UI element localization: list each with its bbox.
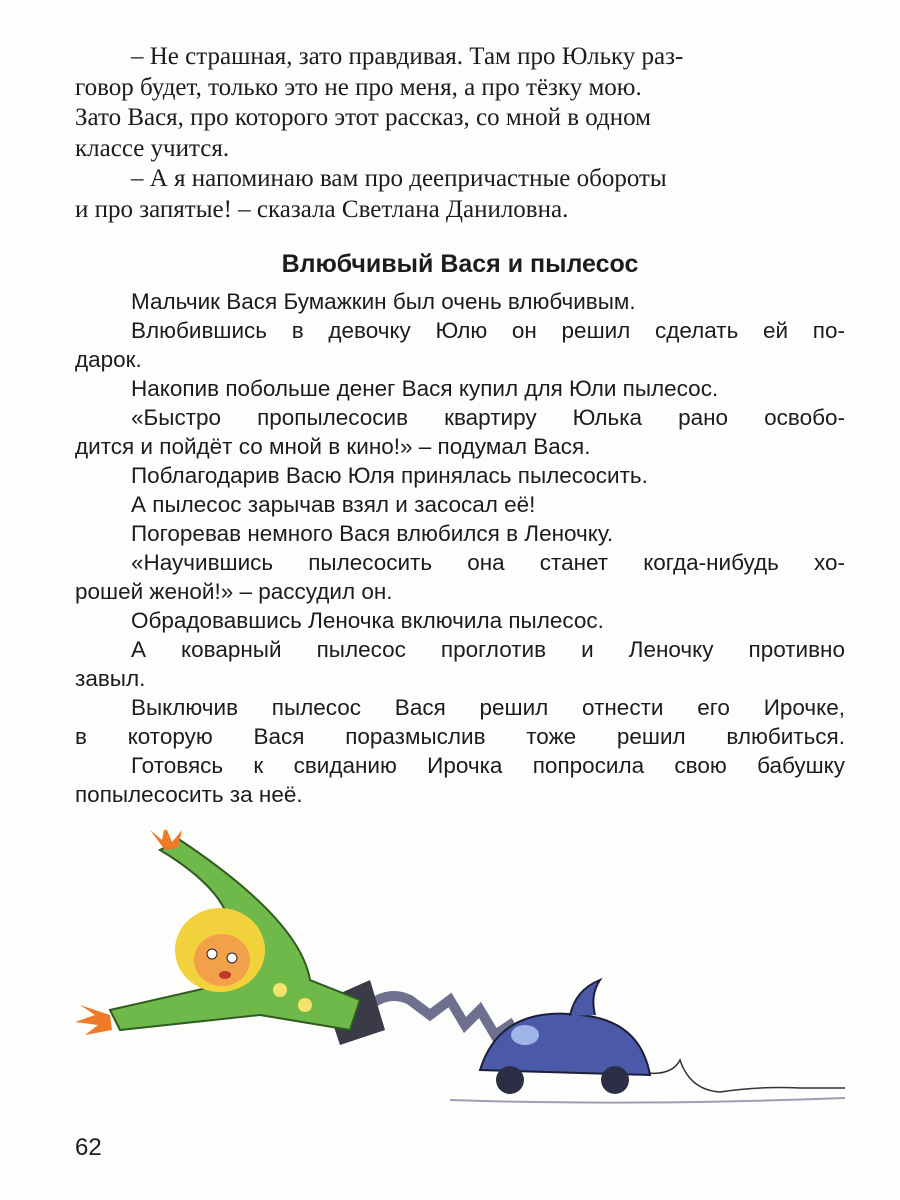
- girl-sucked-into-vacuum-illustration: [70, 830, 860, 1130]
- vacuum-wheel-front: [496, 1066, 524, 1094]
- story-title: Влюбчивый Вася и пылесос: [281, 250, 639, 278]
- story-line: Мальчик Вася Бумажкин был очень влюбчивым.: [131, 289, 636, 314]
- floor-line: [450, 1098, 845, 1103]
- story-line: «Быстро пропылесосив квартиру Юлька рано освобо-: [131, 405, 845, 430]
- outstretched-hand: [75, 1005, 112, 1035]
- story-line: попылесосить за неё.: [75, 782, 303, 807]
- girl-eye: [207, 949, 217, 959]
- story-line: дится и пойдёт со мной в кино!» – подумал Вася.: [75, 434, 591, 459]
- dress-flower: [298, 998, 312, 1012]
- story-line: рошей женой!» – рассудил он.: [75, 579, 393, 604]
- text-line: – Не страшная, зато правдивая. Там про Юльку раз-: [131, 43, 684, 70]
- story-line: Поблагодарив Васю Юля принялась пылесосить.: [131, 463, 648, 488]
- story-line: в которую Вася поразмыслив тоже решил влюбиться.: [75, 724, 845, 749]
- story-line: Выключив пылесос Вася решил отнести его Ирочке,: [131, 695, 845, 720]
- text-line: Зато Вася, про которого этот рассказ, со мной в одном: [75, 104, 651, 131]
- story-line: А коварный пылесос проглотив и Леночку противно: [131, 637, 845, 662]
- text-line: – А я напоминаю вам про деепричастные обороты: [131, 165, 667, 192]
- vacuum-handle: [570, 980, 600, 1016]
- story-body: [75, 287, 845, 809]
- girl-mouth: [219, 971, 231, 979]
- vacuum-wheel-back: [601, 1066, 629, 1094]
- dialogue-intro: [75, 42, 845, 225]
- story-line: завыл.: [75, 666, 146, 691]
- story-line: Накопив побольше денег Вася купил для Юли пылесос.: [131, 376, 719, 401]
- story-line: Обрадовавшись Леночка включила пылесос.: [131, 608, 604, 633]
- story-line: А пылесос зарычав взял и засосал её!: [131, 492, 536, 517]
- story-line: Влюбившись в девочку Юлю он решил сделать ей по-: [131, 318, 845, 343]
- text-line: классе учится.: [75, 134, 230, 162]
- vacuum-highlight: [511, 1025, 539, 1045]
- vacuum-cord: [630, 1060, 845, 1092]
- text-line: и про запятые! – сказала Светлана Даниловна.: [75, 195, 569, 223]
- story-line: «Научившись пылесосить она станет когда-нибудь хо-: [131, 550, 845, 575]
- story-line: Готовясь к свиданию Ирочка попросила свою бабушку: [131, 753, 845, 778]
- dialogue-paragraph-2: [75, 164, 845, 225]
- text-line: говор будет, только это не про меня, а про тёзку мою.: [75, 73, 642, 101]
- story-line: Погоревав немного Вася влюбился в Леночку.: [131, 521, 614, 546]
- dress-flower: [273, 983, 287, 997]
- girl-eye: [227, 953, 237, 963]
- story-line: дарок.: [75, 347, 142, 372]
- page-number: 62: [75, 1134, 102, 1161]
- raised-hand: [150, 830, 182, 850]
- dialogue-paragraph-1: [75, 42, 845, 164]
